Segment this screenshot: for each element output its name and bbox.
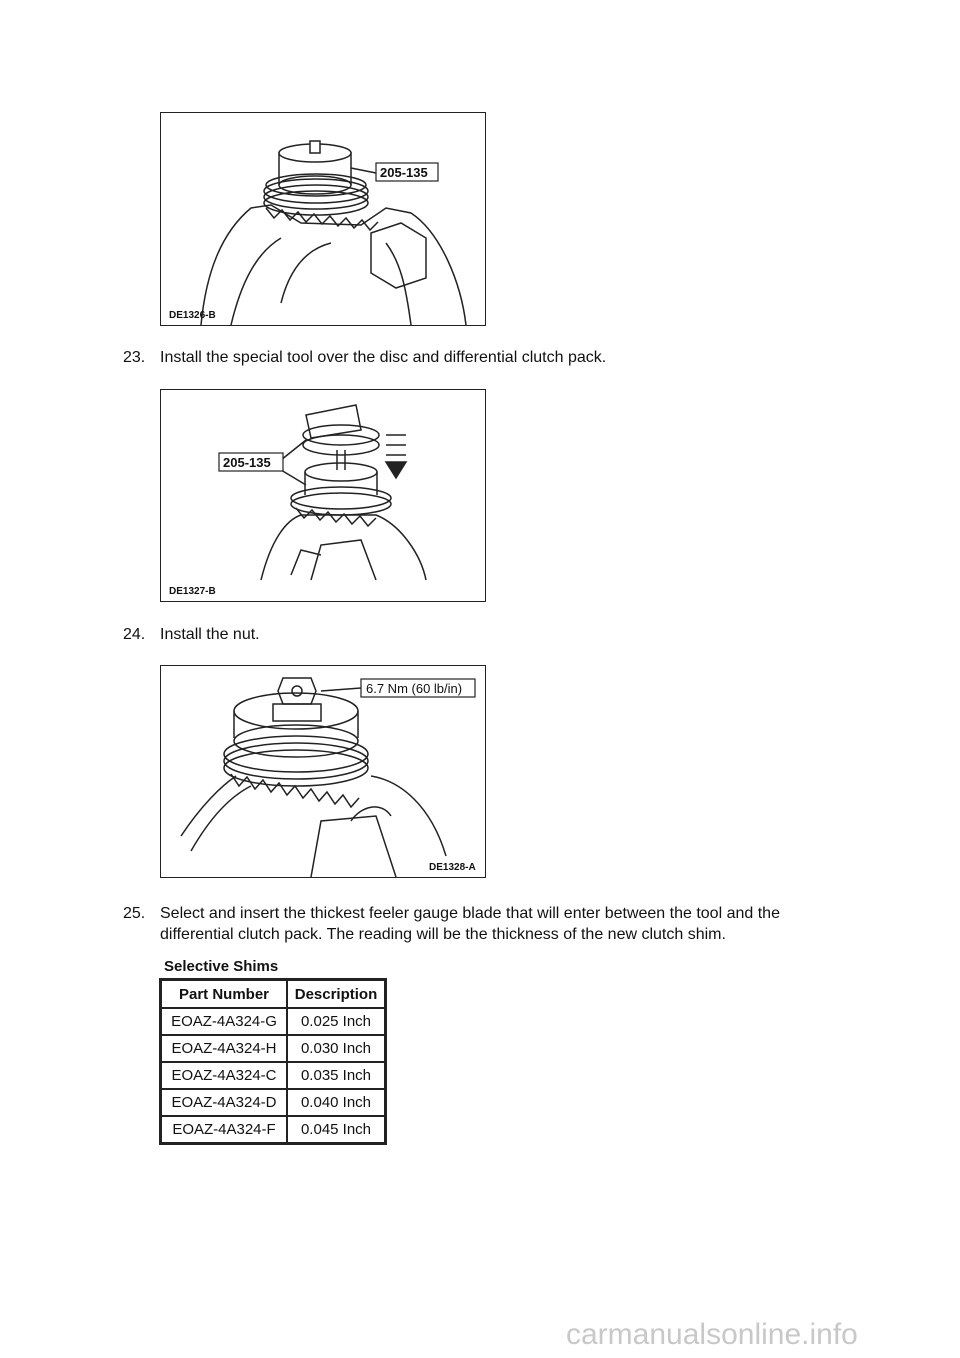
table-row (161, 1035, 385, 1062)
figure-de1328-a (160, 665, 486, 878)
figure-de1327-b (160, 389, 486, 602)
table-header-row (161, 980, 385, 1008)
part-number-cell: EOAZ-4A324-D (161, 1089, 287, 1116)
part-number-cell: EOAZ-4A324-H (161, 1035, 287, 1062)
step-text: Install the special tool over the disc and differential clutch pack. (160, 349, 607, 366)
figure-id: DE1328-A (429, 862, 476, 873)
description-cell: 0.040 Inch (287, 1089, 385, 1116)
selective-shims-table (159, 978, 387, 1145)
step-number: 23. (123, 349, 146, 366)
description-cell: 0.035 Inch (287, 1062, 385, 1089)
watermark: carmanualsonline.info (566, 1318, 858, 1351)
table-title: Selective Shims (164, 958, 279, 975)
description-cell: 0.045 Inch (287, 1116, 385, 1143)
table-row (161, 1116, 385, 1143)
part-number-cell: EOAZ-4A324-C (161, 1062, 287, 1089)
table-row (161, 1089, 385, 1116)
figure-id: DE1327-B (169, 586, 216, 597)
table-row (161, 1008, 385, 1035)
part-number-cell: EOAZ-4A324-F (161, 1116, 287, 1143)
column-header-part-number: Part Number (161, 980, 287, 1008)
figure-callout: 6.7 Nm (60 lb/in) (366, 681, 463, 696)
figure-callout: 205-135 (380, 165, 428, 180)
tool-exploded-illustration (161, 390, 485, 601)
nut-installed-illustration (161, 666, 485, 877)
figure-id: DE1326-B (169, 310, 216, 321)
step-text: Select and insert the thickest feeler gauge blade that will enter between the tool and the differential clutch pack. The reading will be the thickness of the new clutch shim. (160, 905, 780, 943)
step-text: Install the nut. (160, 626, 260, 643)
step-number: 25. (123, 905, 146, 922)
figure-de1326-b (160, 112, 486, 326)
description-cell: 0.025 Inch (287, 1008, 385, 1035)
part-number-cell: EOAZ-4A324-G (161, 1008, 287, 1035)
column-header-description: Description (287, 980, 385, 1008)
tool-on-clutch-pack-illustration (161, 113, 485, 325)
step-number: 24. (123, 626, 146, 643)
description-cell: 0.030 Inch (287, 1035, 385, 1062)
figure-callout: 205-135 (223, 455, 271, 470)
table-row (161, 1062, 385, 1089)
